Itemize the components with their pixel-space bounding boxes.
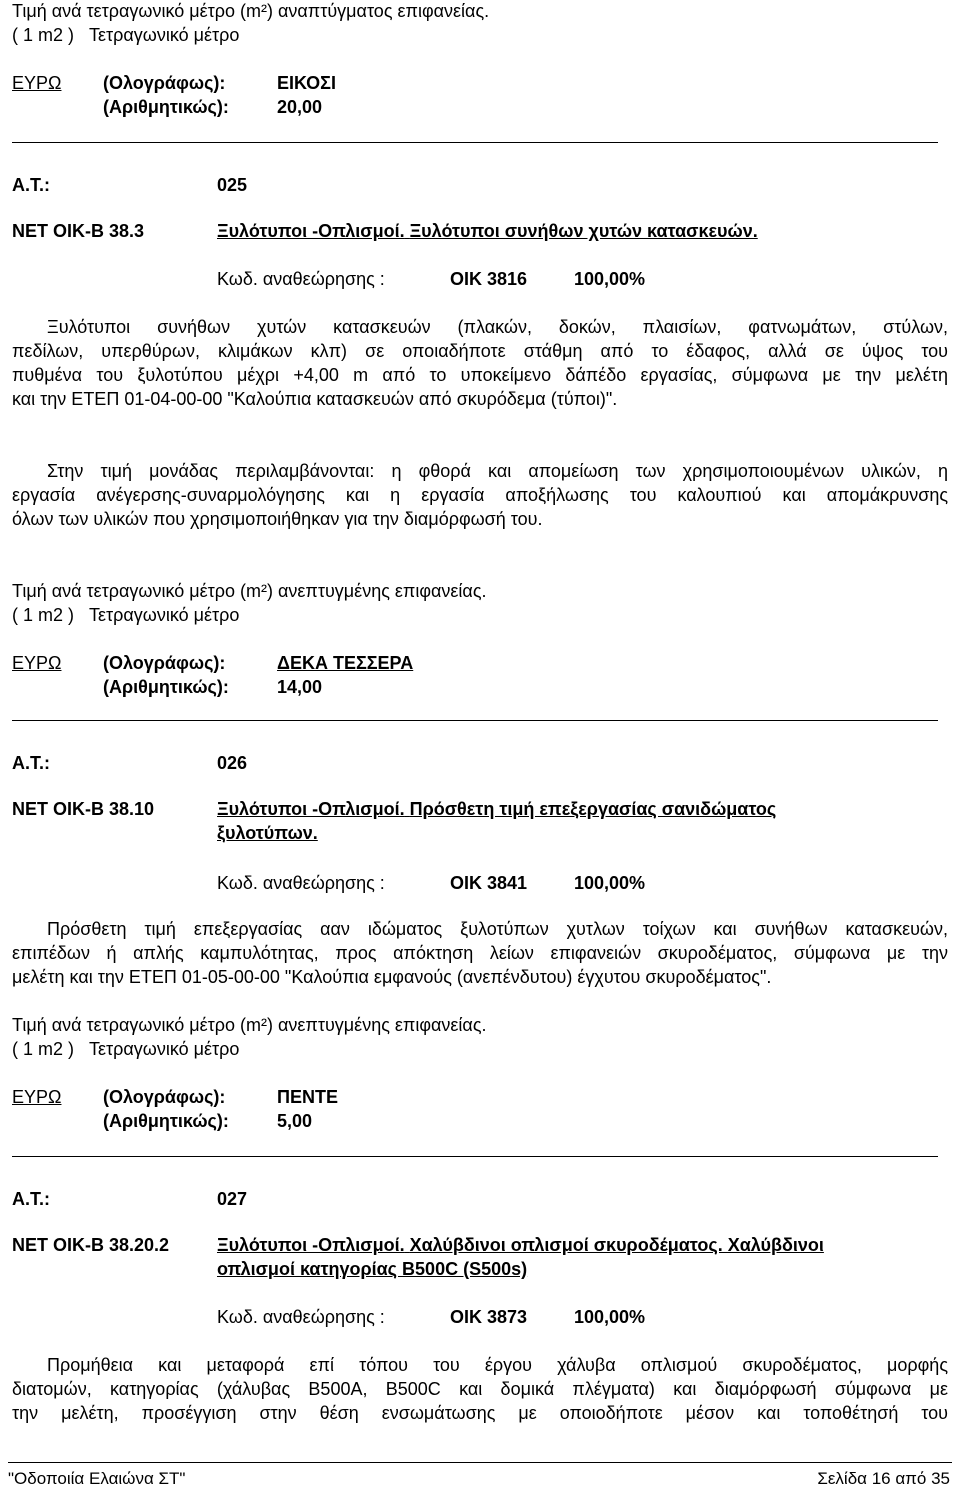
num-label: (Αριθμητικώς):	[103, 1111, 229, 1131]
item-title: Ξυλότυποι -Οπλισμοί. Χαλύβδινοι οπλισμοί σκυροδέματος. Χαλύβδινοι	[217, 1235, 824, 1255]
footer-project-title: "Οδοποιία Ελαιώνα ΣΤ"	[8, 1469, 186, 1488]
num-value: 20,00	[277, 97, 323, 117]
at-number: 027	[217, 1189, 248, 1209]
words-label: (Ολογράφως):	[103, 653, 226, 673]
divider	[12, 720, 938, 721]
description-line: πυθμένα του ξυλοτύπου μέχρι +4,00 m από το υποκείμενο δάπέδο εργασίας, σύμφωνα με την μελέτη	[12, 365, 948, 385]
words-label: (Ολογράφως):	[103, 73, 226, 93]
revision-code: ΟΙΚ 3816	[450, 269, 528, 289]
revision-percent: 100,00%	[574, 269, 646, 289]
item-title-cont: ξυλοτύπων.	[217, 823, 318, 843]
description-line: εργασία ανέγερσης-συναρμολόγησης και η εργασία αποξήλωσης του καλουπιού και απομάκρυνσης	[12, 485, 948, 505]
description-line: επιπέδων ή απλής καμπυλότητας, προς απόκτηση λείων επιφανειών σκυροδέματος, σύμφωνα με την	[12, 943, 948, 963]
description-line: Προμήθεια και μεταφορά επί τόπου του έργου χάλυβα οπλισμού σκυροδέματος, μορφής	[47, 1355, 948, 1375]
revision-percent: 100,00%	[574, 873, 646, 893]
divider	[12, 1156, 938, 1157]
description-line: μελέτη και την ΕΤΕΠ 01-05-00-00 "Καλούπια εμφανούς (ανεπένδυτου) έγχυτου σκυροδέματος".	[12, 967, 772, 987]
divider	[12, 142, 938, 143]
price-line-top: Τιμή ανά τετραγωνικό μέτρο (m²) αναπτύγματος επιφανείας.	[12, 1, 490, 21]
revision-code: ΟΙΚ 3841	[450, 873, 528, 893]
item-title: Ξυλότυποι -Οπλισμοί. Πρόσθετη τιμή επεξεργασίας σανιδώματος	[217, 799, 777, 819]
description-line: την μελέτη, προσέγγιση στην θέση ενσωμάτωσης με οποιοδήποτε μέσον και τοποθέτησή του	[12, 1403, 948, 1423]
footer-page-number: Σελίδα 16 από 35	[817, 1469, 950, 1488]
at-number: 025	[217, 175, 248, 195]
revision-label: Κωδ. αναθεώρησης :	[217, 873, 385, 893]
revision-percent: 100,00%	[574, 1307, 646, 1327]
revision-label: Κωδ. αναθεώρησης :	[217, 269, 385, 289]
currency-label: ΕΥΡΩ	[12, 73, 62, 93]
revision-label: Κωδ. αναθεώρησης :	[217, 1307, 385, 1327]
at-label: Α.Τ.:	[12, 1189, 51, 1209]
description-line: Στην τιμή μονάδας περιλαμβάνονται: η φθορά και απομείωση των χρησιμοποιουμένων υλικών, η	[47, 461, 948, 481]
unit-line-top: ( 1 m2 ) Τετραγωνικό μέτρο	[12, 25, 240, 45]
currency-label: ΕΥΡΩ	[12, 1087, 62, 1107]
at-number: 026	[217, 753, 248, 773]
description-line: Ξυλότυποι συνήθων χυτών κατασκευών (πλακών, δοκών, πλαισίων, φατνωμάτων, στύλων,	[47, 317, 948, 337]
price-line: Τιμή ανά τετραγωνικό μέτρο (m²) ανεπτυγμένης επιφανείας.	[12, 1015, 487, 1035]
unit-line: ( 1 m2 ) Τετραγωνικό μέτρο	[12, 1039, 240, 1059]
item-title-cont: οπλισμοί κατηγορίας B500C (S500s)	[217, 1259, 528, 1279]
description-line: και την ΕΤΕΠ 01-04-00-00 "Καλούπια κατασκευών από σκυρόδεμα (τύποι)".	[12, 389, 618, 409]
currency-label: ΕΥΡΩ	[12, 653, 62, 673]
words-value: ΠΕΝΤΕ	[277, 1087, 339, 1107]
description-line: όλων των υλικών που χρησιμοποιήθηκαν για την διαμόρφωσή του.	[12, 509, 543, 529]
description-line: διατομών, κατηγορίας (χάλυβας B500A, B500C και δομικά πλέγματα) και διαμόρφωσή σύμφωνα με	[12, 1379, 948, 1399]
price-line: Τιμή ανά τετραγωνικό μέτρο (m²) ανεπτυγμένης επιφανείας.	[12, 581, 487, 601]
num-value: 5,00	[277, 1111, 313, 1131]
unit-line: ( 1 m2 ) Τετραγωνικό μέτρο	[12, 605, 240, 625]
item-title: Ξυλότυποι -Οπλισμοί. Ξυλότυποι συνήθων χυτών κατασκευών.	[217, 221, 758, 241]
at-label: Α.Τ.:	[12, 753, 51, 773]
at-label: Α.Τ.:	[12, 175, 51, 195]
num-label: (Αριθμητικώς):	[103, 677, 229, 697]
words-label: (Ολογράφως):	[103, 1087, 226, 1107]
footer-rule	[8, 1462, 952, 1463]
num-value: 14,00	[277, 677, 323, 697]
words-value: ΕΙΚΟΣΙ	[277, 73, 336, 93]
item-code: ΝΕΤ ΟΙΚ-Β 38.10	[12, 799, 155, 819]
revision-code: ΟΙΚ 3873	[450, 1307, 528, 1327]
item-code: ΝΕΤ ΟΙΚ-Β 38.3	[12, 221, 145, 241]
description-line: πεδίλων, υπερθύρων, κλιμάκων κλπ) σε οποιαδήποτε στάθμη από το έδαφος, αλλά σε ύψος του	[12, 341, 948, 361]
description-line: Πρόσθετη τιμή επεξεργασίας ααν ιδώματος ξυλοτύπων χυτλων τοίχων και συνήθων κατασκευών,	[47, 919, 948, 939]
num-label: (Αριθμητικώς):	[103, 97, 229, 117]
words-value: ΔΕΚΑ ΤΕΣΣΕΡΑ	[277, 653, 414, 673]
item-code: ΝΕΤ ΟΙΚ-Β 38.20.2	[12, 1235, 170, 1255]
